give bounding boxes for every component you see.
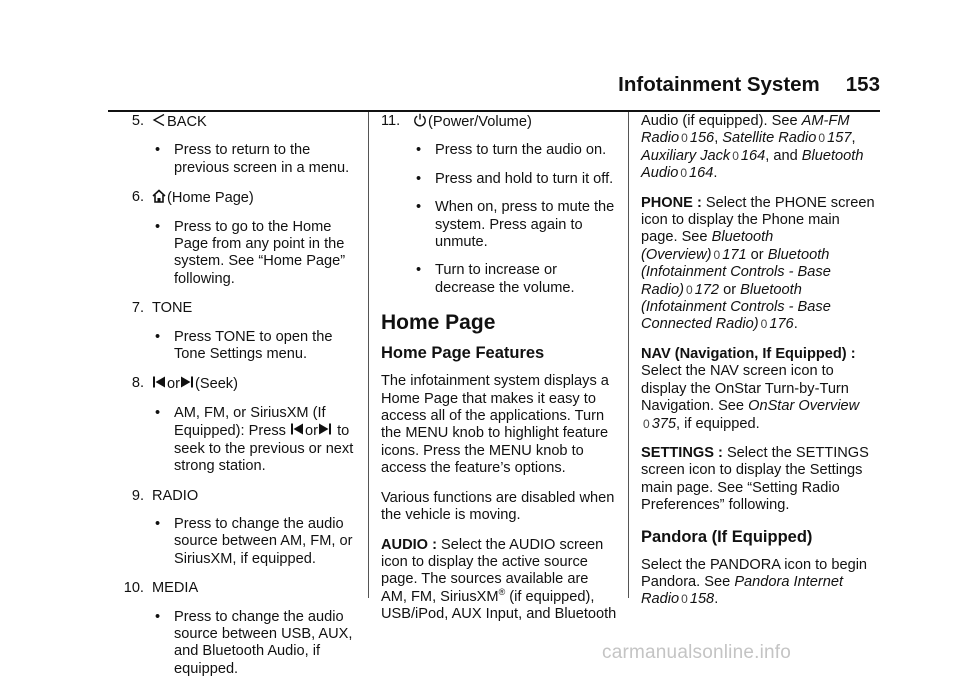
power-icon <box>413 113 428 127</box>
page-ref-icon: 0 <box>713 247 721 262</box>
item-number: 7. <box>131 300 144 317</box>
page-ref-icon: 0 <box>680 166 688 181</box>
list-item-seek: 8. or (Seek) • AM, FM, or SiriusXM (If Equipped): Press or to seek to the previous or next strong station. <box>108 375 358 475</box>
item-label: TONE <box>152 300 193 317</box>
middle-column <box>381 113 617 636</box>
page-ref-icon: 0 <box>681 131 688 146</box>
list-item-back <box>108 113 358 177</box>
item-number: 10. <box>123 580 144 597</box>
cross-reference-link[interactable]: Auxiliary Jack <box>641 147 731 164</box>
list-item-radio <box>108 488 358 569</box>
section-title: Infotainment System <box>618 73 820 96</box>
cross-reference-link[interactable]: Satellite Radio <box>722 130 817 147</box>
page-ref-icon: 0 <box>643 416 650 431</box>
subsection-heading: Home Page Features <box>381 344 545 363</box>
paragraph-settings: SETTINGS : Select the SETTINGS screen icon to display the Settings main page. See “Setting Radio Preferences” following. <box>641 444 869 514</box>
bullet: • AM, FM, or SiriusXM (If Equipped): Press or to seek to the previous or next strong station. <box>155 404 354 475</box>
bullet: • Press and hold to turn it off. <box>416 170 614 187</box>
page-ref-icon: 0 <box>686 282 693 297</box>
bullet: • Press TONE to open the Tone Settings menu. <box>155 328 333 363</box>
item-label: (Seek) <box>194 376 238 393</box>
list-item-power <box>381 113 617 297</box>
bullet: • When on, press to mute the system. Press again to unmute. <box>416 199 615 251</box>
paragraph: The infotainment system displays a Home Page that makes it easy to access all of the applications. Turn the MENU knob to highlight feature icons. Press the MENU knob to access the feature’s options. <box>381 373 609 477</box>
page-number: 153 <box>845 73 880 96</box>
cross-reference-link[interactable]: Bluetooth Audio <box>641 147 864 182</box>
item-label: MEDIA <box>152 580 199 597</box>
item-label: BACK <box>167 114 207 130</box>
seek-forward-icon <box>318 422 333 436</box>
bullet: • Press to go to the Home Page from any point in the system. See “Home Page” following. <box>155 218 346 287</box>
cross-reference-link[interactable]: OnStar Overview <box>748 398 860 415</box>
cross-reference-link[interactable]: Pandora Internet Radio <box>641 573 844 608</box>
paragraph-audio-cont: Audio (if equipped). See AM-FM Radio 0 156, Satellite Radio 0 157, Auxiliary Jack 0 164, and Bluetooth Audio 0 164. <box>641 113 864 182</box>
page-ref-icon: 0 <box>760 317 768 332</box>
column-divider-1 <box>368 112 369 598</box>
header-rule <box>108 110 880 112</box>
item-label: RADIO <box>152 487 199 504</box>
right-column <box>641 113 877 621</box>
left-column <box>108 113 358 690</box>
paragraph-audio: AUDIO : Select the AUDIO screen icon to display the active source page. The sources available are AM, FM, SiriusXM® (if equipped), USB/iPod, AUX Input, and Bluetooth <box>381 536 617 623</box>
list-item-tone <box>108 300 358 363</box>
column-divider-2 <box>628 112 629 598</box>
item-label: (Power/Volume) <box>428 114 532 130</box>
bullet: • Press to turn the audio on. <box>416 142 607 159</box>
seek-back-icon <box>290 422 305 436</box>
item-number: 11. <box>381 113 401 129</box>
item-label: (Home Page) <box>167 190 254 207</box>
page-ref-icon: 0 <box>681 592 688 607</box>
paragraph-nav: NAV (Navigation, If Equipped) : Select the NAV screen icon to display the OnStar Turn-by-Turn Navigation. See OnStar Overview 0 375, if equipped. <box>641 345 860 432</box>
item-number: 8. <box>131 375 144 392</box>
bullet: • Turn to increase or decrease the volume. <box>416 262 575 296</box>
item-number: 9. <box>131 487 144 504</box>
subsection-heading: Pandora (If Equipped) <box>641 527 813 546</box>
cross-reference-link[interactable]: Bluetooth (Infotainment Controls - Base Connected Radio) <box>641 281 831 333</box>
paragraph-pandora: Select the PANDORA icon to begin Pandora. See Pandora Internet Radio 0 158. <box>641 556 868 608</box>
item-number: 5. <box>131 113 144 129</box>
seek-back-icon <box>152 375 167 389</box>
paragraph-phone: PHONE : Select the PHONE screen icon to display the Phone main page. See Bluetooth (Overview) 0 171 or Bluetooth (Infotainment Controls - Base Radio) 0 172 or Bluetooth (Infotainment Controls - Base Connected Radio) 0 176. <box>641 194 875 333</box>
back-icon <box>152 113 167 127</box>
paragraph: Various functions are disabled when the vehicle is moving. <box>381 489 615 524</box>
watermark: carmanualsonline.info <box>602 642 792 663</box>
cross-reference-link[interactable]: AM-FM Radio <box>641 113 850 147</box>
list-item-home <box>108 189 358 288</box>
home-icon <box>152 189 167 203</box>
bullet: • Press to return to the previous screen in a menu. <box>155 142 350 176</box>
bullet: • Press to change the audio source between AM, FM, or SiriusXM, if equipped. <box>155 515 353 567</box>
section-heading: Home Page <box>381 311 496 335</box>
cross-reference-link[interactable]: Bluetooth (Infotainment Controls - Base Radio) <box>641 246 831 298</box>
cross-reference-link[interactable]: Bluetooth (Overview) <box>641 229 774 263</box>
list-item-media <box>108 580 358 678</box>
bullet: • Press to change the audio source between USB, AUX, and Bluetooth Audio, if equipped. <box>155 608 353 677</box>
page-header <box>590 68 880 102</box>
page-ref-icon: 0 <box>732 148 739 163</box>
item-number: 6. <box>131 189 144 206</box>
seek-forward-icon <box>180 375 195 389</box>
page-ref-icon: 0 <box>818 131 826 146</box>
